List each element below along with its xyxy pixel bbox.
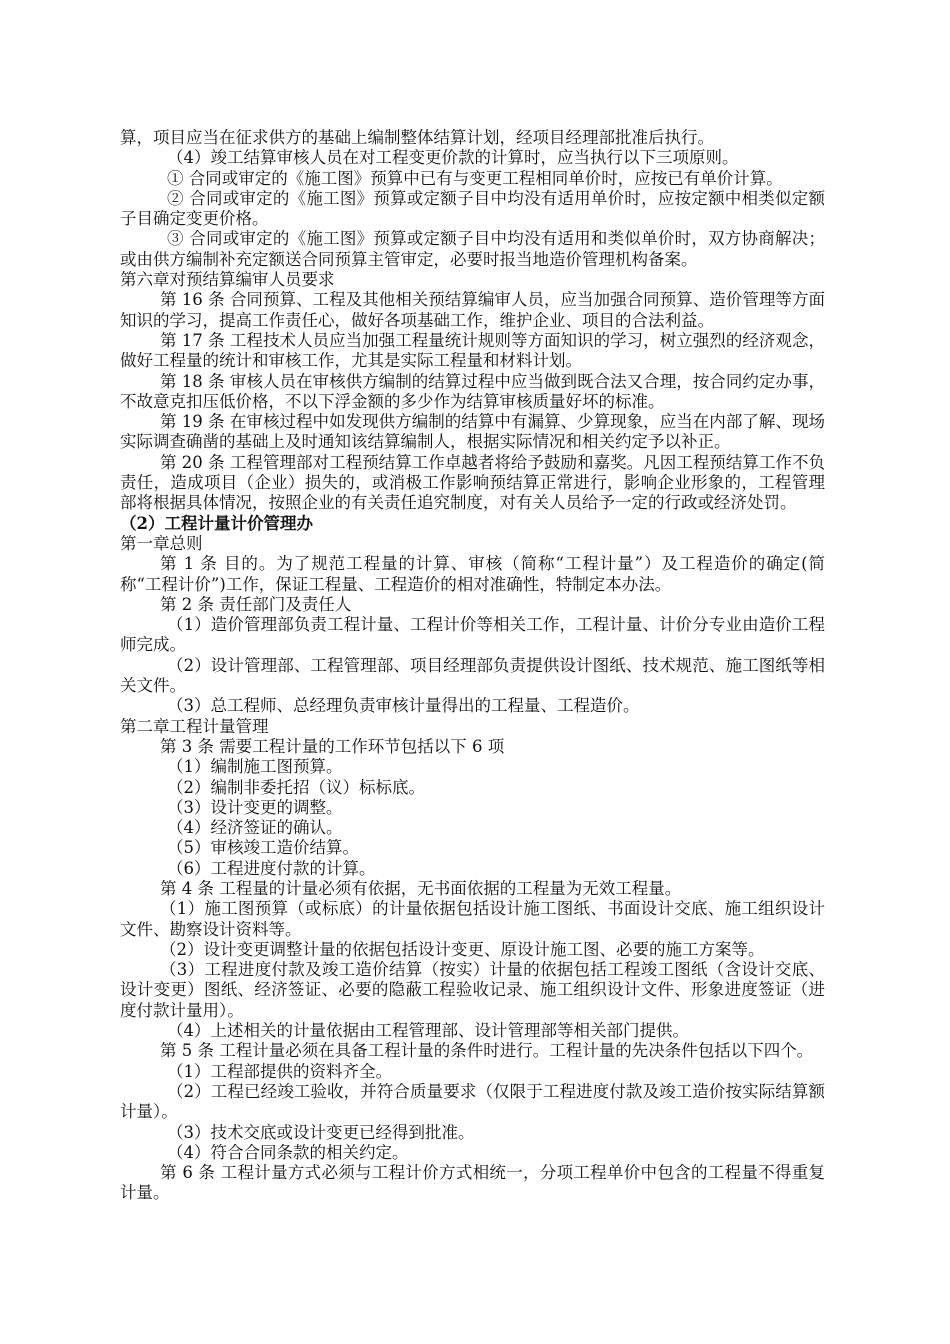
paragraph: 第六章对预结算编审人员要求 — [120, 270, 335, 290]
paragraph: （2）编制非委托招（议）标标底。 — [167, 777, 425, 797]
paragraph: ② 合同或审定的《施工图》预算或定额子目中均没有适用单价时，应按定额中相类似定额子目确定变更价格。 — [120, 188, 825, 229]
paragraph: 第 6 条 工程计量方式必须与工程计价方式相统一，分项工程单价中包含的工程量不得重复计量。 — [120, 1163, 825, 1203]
paragraph: （3）工程进度付款及竣工造价结算（按实）计量的依据包括工程竣工图纸（含设计交底、设计变更）图纸、经济签证、必要的隐蔽工程验收记录、施工组织设计文件、形象进度签证（进度付款计量用）。 — [120, 960, 825, 1020]
paragraph: （2）设计管理部、工程管理部、项目经理部负责提供设计图纸、技术规范、施工图纸等相关文件。 — [120, 655, 825, 696]
document-body — [120, 128, 825, 1204]
paragraph: （4）符合合同条款的相关约定。 — [167, 1142, 409, 1162]
paragraph: （4）上述相关的计量依据由工程管理部、设计管理部等相关部门提供。 — [167, 1021, 689, 1041]
paragraph: （5）审核竣工造价结算。 — [167, 838, 359, 858]
paragraph: （3）设计变更的调整。 — [167, 797, 343, 817]
paragraph: 第一章总则 — [120, 533, 203, 553]
paragraph: （4）经济签证的确认。 — [167, 818, 343, 838]
paragraph: （3）总工程师、总经理负责审核计量得出的工程量、工程造价。 — [167, 696, 640, 716]
paragraph: 算，项目应当在征求供方的基础上编制整体结算计划，经项目经理部批准后执行。 — [120, 128, 714, 147]
paragraph: （2）设计变更调整计量的依据包括设计变更、原设计施工图、必要的施工方案等。 — [160, 939, 765, 959]
paragraph: 第 18 条 审核人员在审核供方编制的结算过程中应当做到既合法又合理，按合同约定办事，不故意克扣压低价格，不以下浮金额的多少作为结算审核质量好坏的标准。 — [120, 371, 825, 411]
paragraph: 第 2 条 责任部门及责任人 — [160, 594, 352, 614]
paragraph: 第 19 条 在审核过程中如发现供方编制的结算中有漏算、少算现象，应当在内部了解、现场实际调查确凿的基础上及时通知该结算编制人，根据实际情况和相关约定予以补正。 — [120, 412, 825, 452]
paragraph: （1）编制施工图预算。 — [167, 757, 343, 777]
paragraph: 第 17 条 工程技术人员应当加强工程量统计规则等方面知识的学习，树立强烈的经济观念，做好工程量的统计和审核工作，尤其是实际工程量和材料计划。 — [120, 330, 825, 371]
paragraph: 第 4 条 工程量的计量必须有依据，无书面依据的工程量为无效工程量。 — [160, 878, 682, 898]
paragraph: 第 16 条 合同预算、工程及其他相关预结算编审人员，应当加强合同预算、造价管理等方面知识的学习，提高工作责任心，做好各项基础工作，维护企业、项目的合法利益。 — [120, 290, 825, 330]
paragraph: ③ 合同或审定的《施工图》预算或定额子目中均没有适用和类似单价时，双方协商解决；或由供方编制补充定额送合同预算主管审定，必要时报当地造价管理机构备案。 — [120, 229, 825, 269]
paragraph: 第 1 条 目的。为了规范工程量的计算、审核（简称“工程计量”）及工程造价的确定(简称“工程计价”)工作，保证工程量、工程造价的相对准确性，特制定本办法。 — [120, 554, 825, 594]
paragraph: （1）造价管理部负责工程计量、工程计价等相关工作，工程计量、计价分专业由造价工程师完成。 — [120, 615, 825, 655]
paragraph: 第 20 条 工程管理部对工程预结算工作卓越者将给予鼓励和嘉奖。凡因工程预结算工作不负责任，造成项目（企业）损失的，或消极工作影响预结算正常进行，影响企业形象的，工程管理部将根据具体情况，按照企业的有关责任追究制度，对有关人员给予一定的行政或经济处罚。 — [120, 452, 825, 513]
paragraph: 第 3 条 需要工程计量的工作环节包括以下 6 项 — [160, 736, 505, 756]
paragraph: （1）工程部提供的资料齐全。 — [167, 1061, 392, 1081]
paragraph: （2）工程已经竣工验收，并符合质量要求（仅限于工程进度付款及竣工造价按实际结算额计量）。 — [120, 1081, 825, 1122]
section-heading: （2）工程计量计价管理办 — [120, 513, 313, 533]
paragraph: （4）竣工结算审核人员在对工程变更价款的计算时，应当执行以下三项原则。 — [167, 148, 739, 168]
paragraph: （3）技术交底或设计变更已经得到批准。 — [167, 1122, 475, 1142]
paragraph: 第 5 条 工程计量必须在具备工程计量的条件时进行。工程计量的先决条件包括以下四个。 — [160, 1041, 814, 1061]
paragraph: （6）工程进度付款的计算。 — [167, 858, 376, 878]
paragraph: ① 合同或审定的《施工图》预算中已有与变更工程相同单价时，应按已有单价计算。 — [167, 168, 783, 188]
paragraph: （1）施工图预算（或标底）的计量依据包括设计施工图纸、书面设计交底、施工组织设计文件、勘察设计资料等。 — [120, 899, 825, 939]
paragraph: 第二章工程计量管理 — [120, 716, 269, 736]
